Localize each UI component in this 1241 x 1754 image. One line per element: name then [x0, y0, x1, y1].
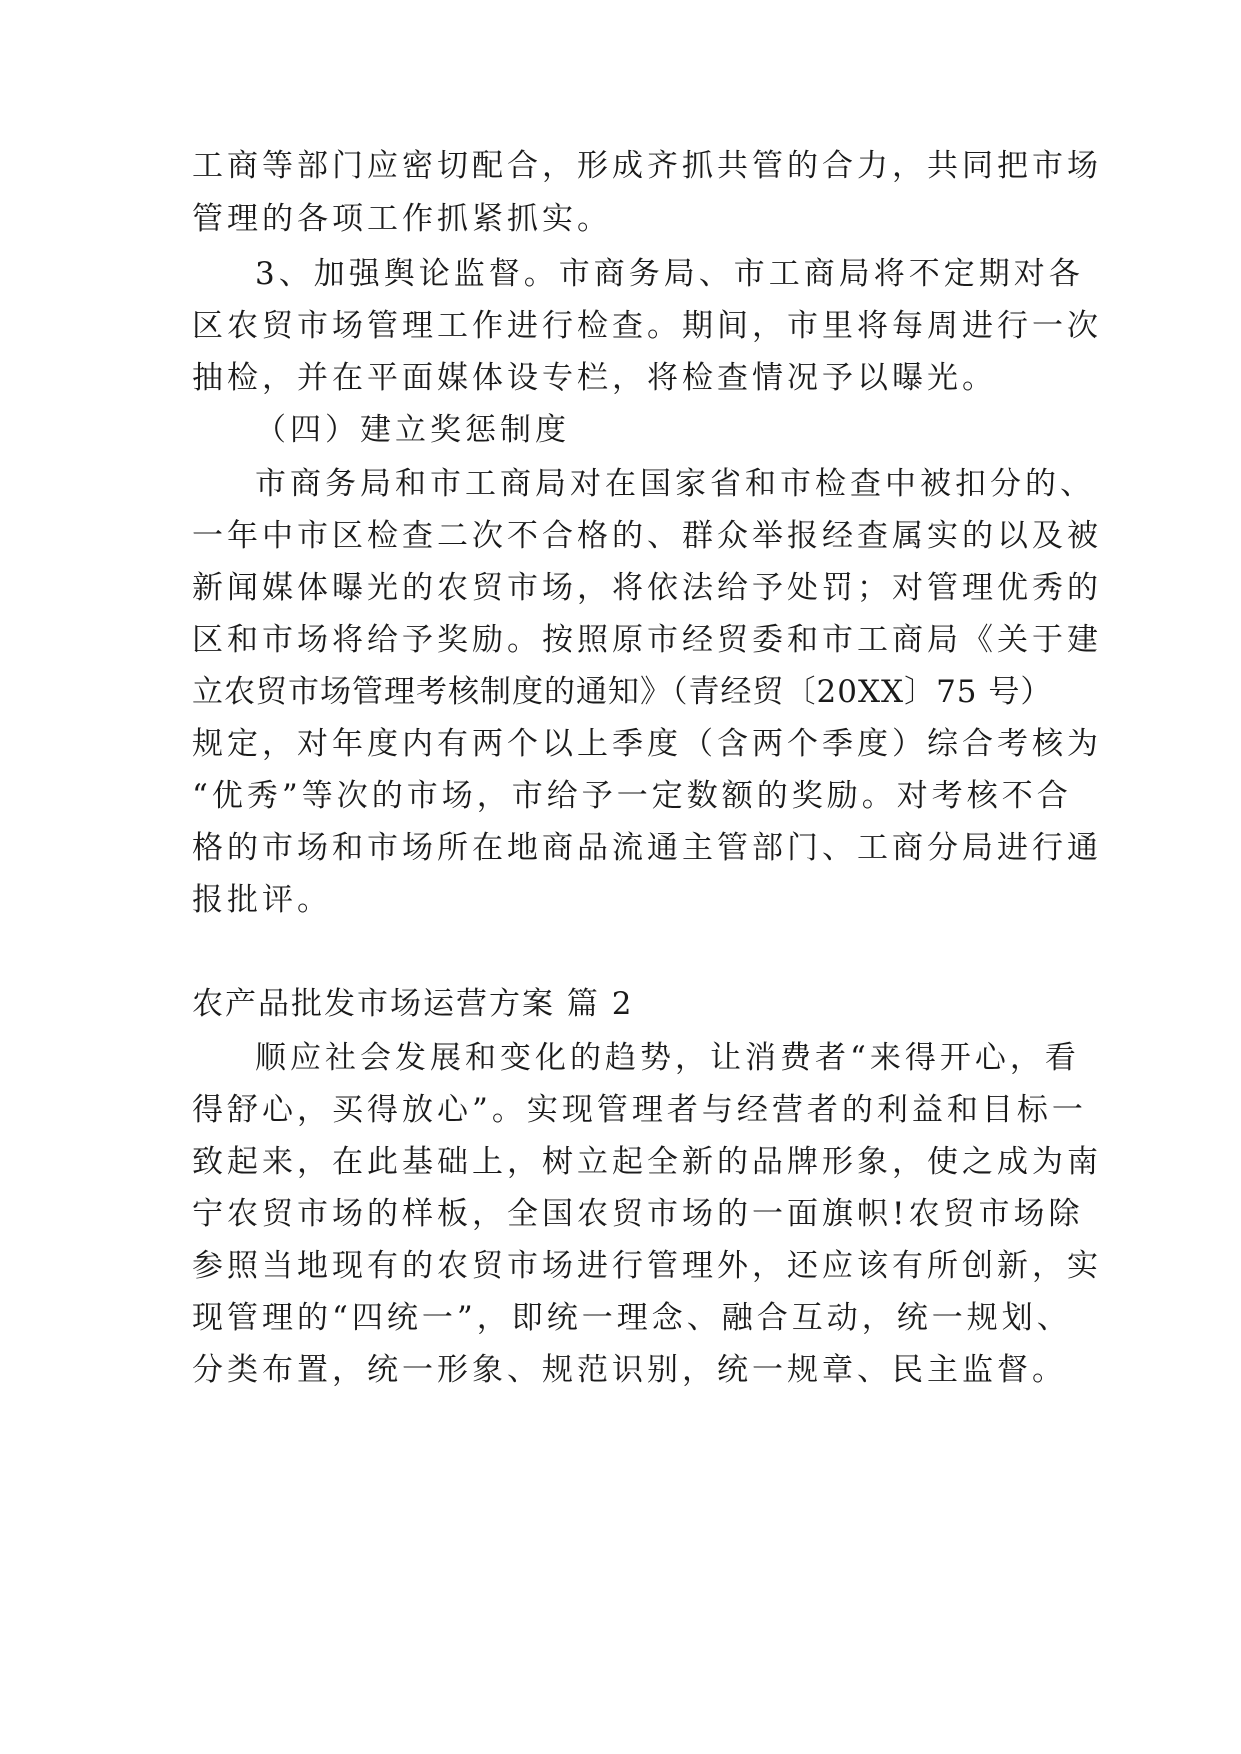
paragraph-line: 工商等部门应密切配合，形成齐抓共管的合力，共同把市场 [192, 148, 1102, 184]
paragraph-line: 区农贸市场管理工作进行检查。期间，市里将每周进行一次 [192, 308, 1102, 344]
section-title: 农产品批发市场运营方案 篇 2 [192, 986, 634, 1022]
paragraph-line: 管理的各项工作抓紧抓实。 [192, 201, 612, 237]
paragraph-line: 抽检，并在平面媒体设专栏，将检查情况予以曝光。 [192, 360, 997, 396]
paragraph-line: 格的市场和市场所在地商品流通主管部门、工商分局进行通 [192, 830, 1102, 866]
paragraph-line: 3、加强舆论监督。市商务局、市工商局将不定期对各 [255, 256, 1084, 292]
paragraph-line: 报批评。 [192, 882, 332, 918]
paragraph-line: 现管理的“四统一”，即统一理念、融合互动，统一规划、 [192, 1300, 1072, 1336]
paragraph-line: 致起来，在此基础上，树立起全新的品牌形象，使之成为南 [192, 1144, 1102, 1180]
paragraph-line: 宁农贸市场的样板，全国农贸市场的一面旗帜!农贸市场除 [192, 1196, 1084, 1232]
paragraph-line: 市商务局和市工商局对在国家省和市检查中被扣分的、 [255, 466, 1095, 502]
paragraph-line: 区和市场将给予奖励。按照原市经贸委和市工商局《关于建 [192, 622, 1102, 658]
section-subheading: （四）建立奖惩制度 [255, 412, 570, 448]
paragraph-line: 分类布置，统一形象、规范识别，统一规章、民主监督。 [192, 1352, 1067, 1388]
paragraph-line: 新闻媒体曝光的农贸市场，将依法给予处罚；对管理优秀的 [192, 570, 1102, 606]
paragraph-line: 顺应社会发展和变化的趋势，让消费者“来得开心，看 [255, 1040, 1080, 1076]
paragraph-line: 一年中市区检查二次不合格的、群众举报经查属实的以及被 [192, 518, 1102, 554]
paragraph-line: 规定，对年度内有两个以上季度（含两个季度）综合考核为 [192, 726, 1102, 762]
paragraph-line: 得舒心，买得放心”。实现管理者与经营者的利益和目标一 [192, 1092, 1087, 1128]
paragraph-line: “优秀”等次的市场，市给予一定数额的奖励。对考核不合 [192, 778, 1072, 814]
paragraph-line: 参照当地现有的农贸市场进行管理外，还应该有所创新，实 [192, 1248, 1102, 1284]
paragraph-line: 立农贸市场管理考核制度的通知》（青经贸〔20XX〕75 号） [192, 674, 1053, 710]
